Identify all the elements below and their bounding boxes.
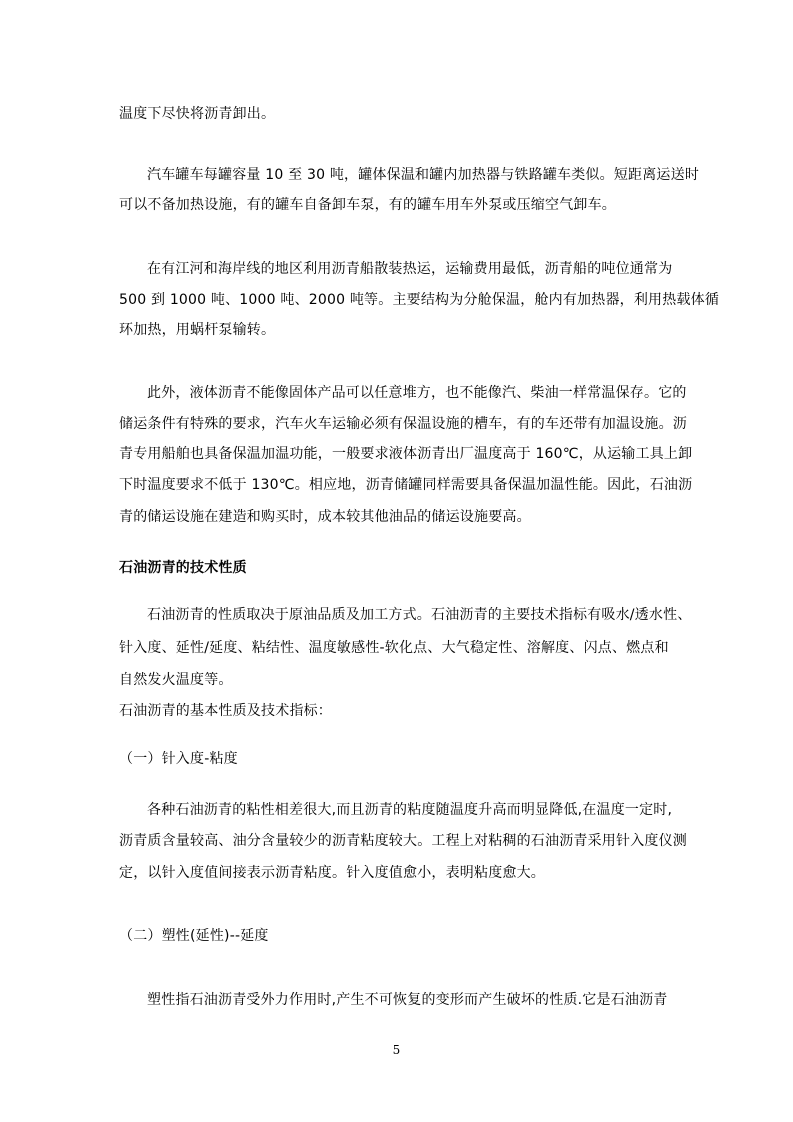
subheading-plasticity-ductility: （二）塑性(延性)--延度 — [119, 928, 269, 944]
paragraph-3-line-2: 储运条件有特殊的要求，汽车火车运输必须有保温设施的槽车，有的车还带有加温设施。沥 — [119, 416, 687, 432]
paragraph-1-line-1: 汽车罐车每罐容量 10 至 30 吨，罐体保温和罐内加热器与铁路罐车类似。短距离运送时 — [147, 167, 700, 183]
paragraph-5-line-3: 定，以针入度值间接表示沥青粘度。针入度值愈小，表明粘度愈大。 — [119, 865, 545, 881]
subheading-penetration-viscosity: （一）针入度-粘度 — [119, 751, 238, 767]
paragraph-1-line-2: 可以不备加热设施，有的罐车自备卸车泵，有的罐车用车外泵或压缩空气卸车。 — [119, 197, 616, 213]
paragraph-4-line-2: 针入度、延性/延度、粘结性、温度敏感性-软化点、大气稳定性、溶解度、闪点、燃点和 — [119, 640, 669, 656]
paragraph-4-line-4: 石油沥青的基本性质及技术指标： — [119, 703, 332, 719]
page-number: 5 — [392, 1043, 401, 1057]
paragraph-3-line-1: 此外，液体沥青不能像固体产品可以任意堆方，也不能像汽、柴油一样常温保存。它的 — [147, 385, 687, 401]
paragraph-3-line-3: 青专用船舶也具备保温加温功能，一般要求液体沥青出厂温度高于 160℃，从运输工具上卸 — [119, 446, 693, 462]
section-heading-technical-properties: 石油沥青的技术性质 — [119, 560, 247, 576]
paragraph-2-line-1: 在有江河和海岸线的地区利用沥青船散装热运，运输费用最低，沥青船的吨位通常为 — [147, 261, 673, 277]
paragraph-2-line-3: 环加热，用蜗杆泵输转。 — [119, 322, 276, 338]
paragraph-5-line-1: 各种石油沥青的粘性相差很大,而且沥青的粘度随温度升高而明显降低,在温度一定时, — [147, 802, 673, 818]
paragraph-3-line-5: 青的储运设施在建造和购买时，成本较其他油品的储运设施要高。 — [119, 509, 531, 525]
paragraph-5-line-2: 沥青质含量较高、油分含量较少的沥青粘度较大。工程上对粘稠的石油沥青采用针入度仪测 — [119, 833, 687, 849]
paragraph-4-line-3: 自然发火温度等。 — [119, 672, 233, 688]
paragraph-6-line-1: 塑性指石油沥青受外力作用时,产生不可恢复的变形而产生破坏的性质.它是石油沥青 — [147, 992, 668, 1008]
paragraph-0-line-1: 温度下尽快将沥青卸出。 — [119, 106, 276, 122]
paragraph-2-line-2: 500 到 1000 吨、1000 吨、2000 吨等。主要结构为分舱保温，舱内有加热器，利用热载体循 — [119, 292, 720, 308]
paragraph-4-line-1: 石油沥青的性质取决于原油品质及加工方式。石油沥青的主要技术指标有吸水/透水性、 — [147, 607, 692, 623]
paragraph-3-line-4: 下时温度要求不低于 130℃。相应地，沥青储罐同样需要具备保温加温性能。因此，石油沥 — [119, 477, 693, 493]
